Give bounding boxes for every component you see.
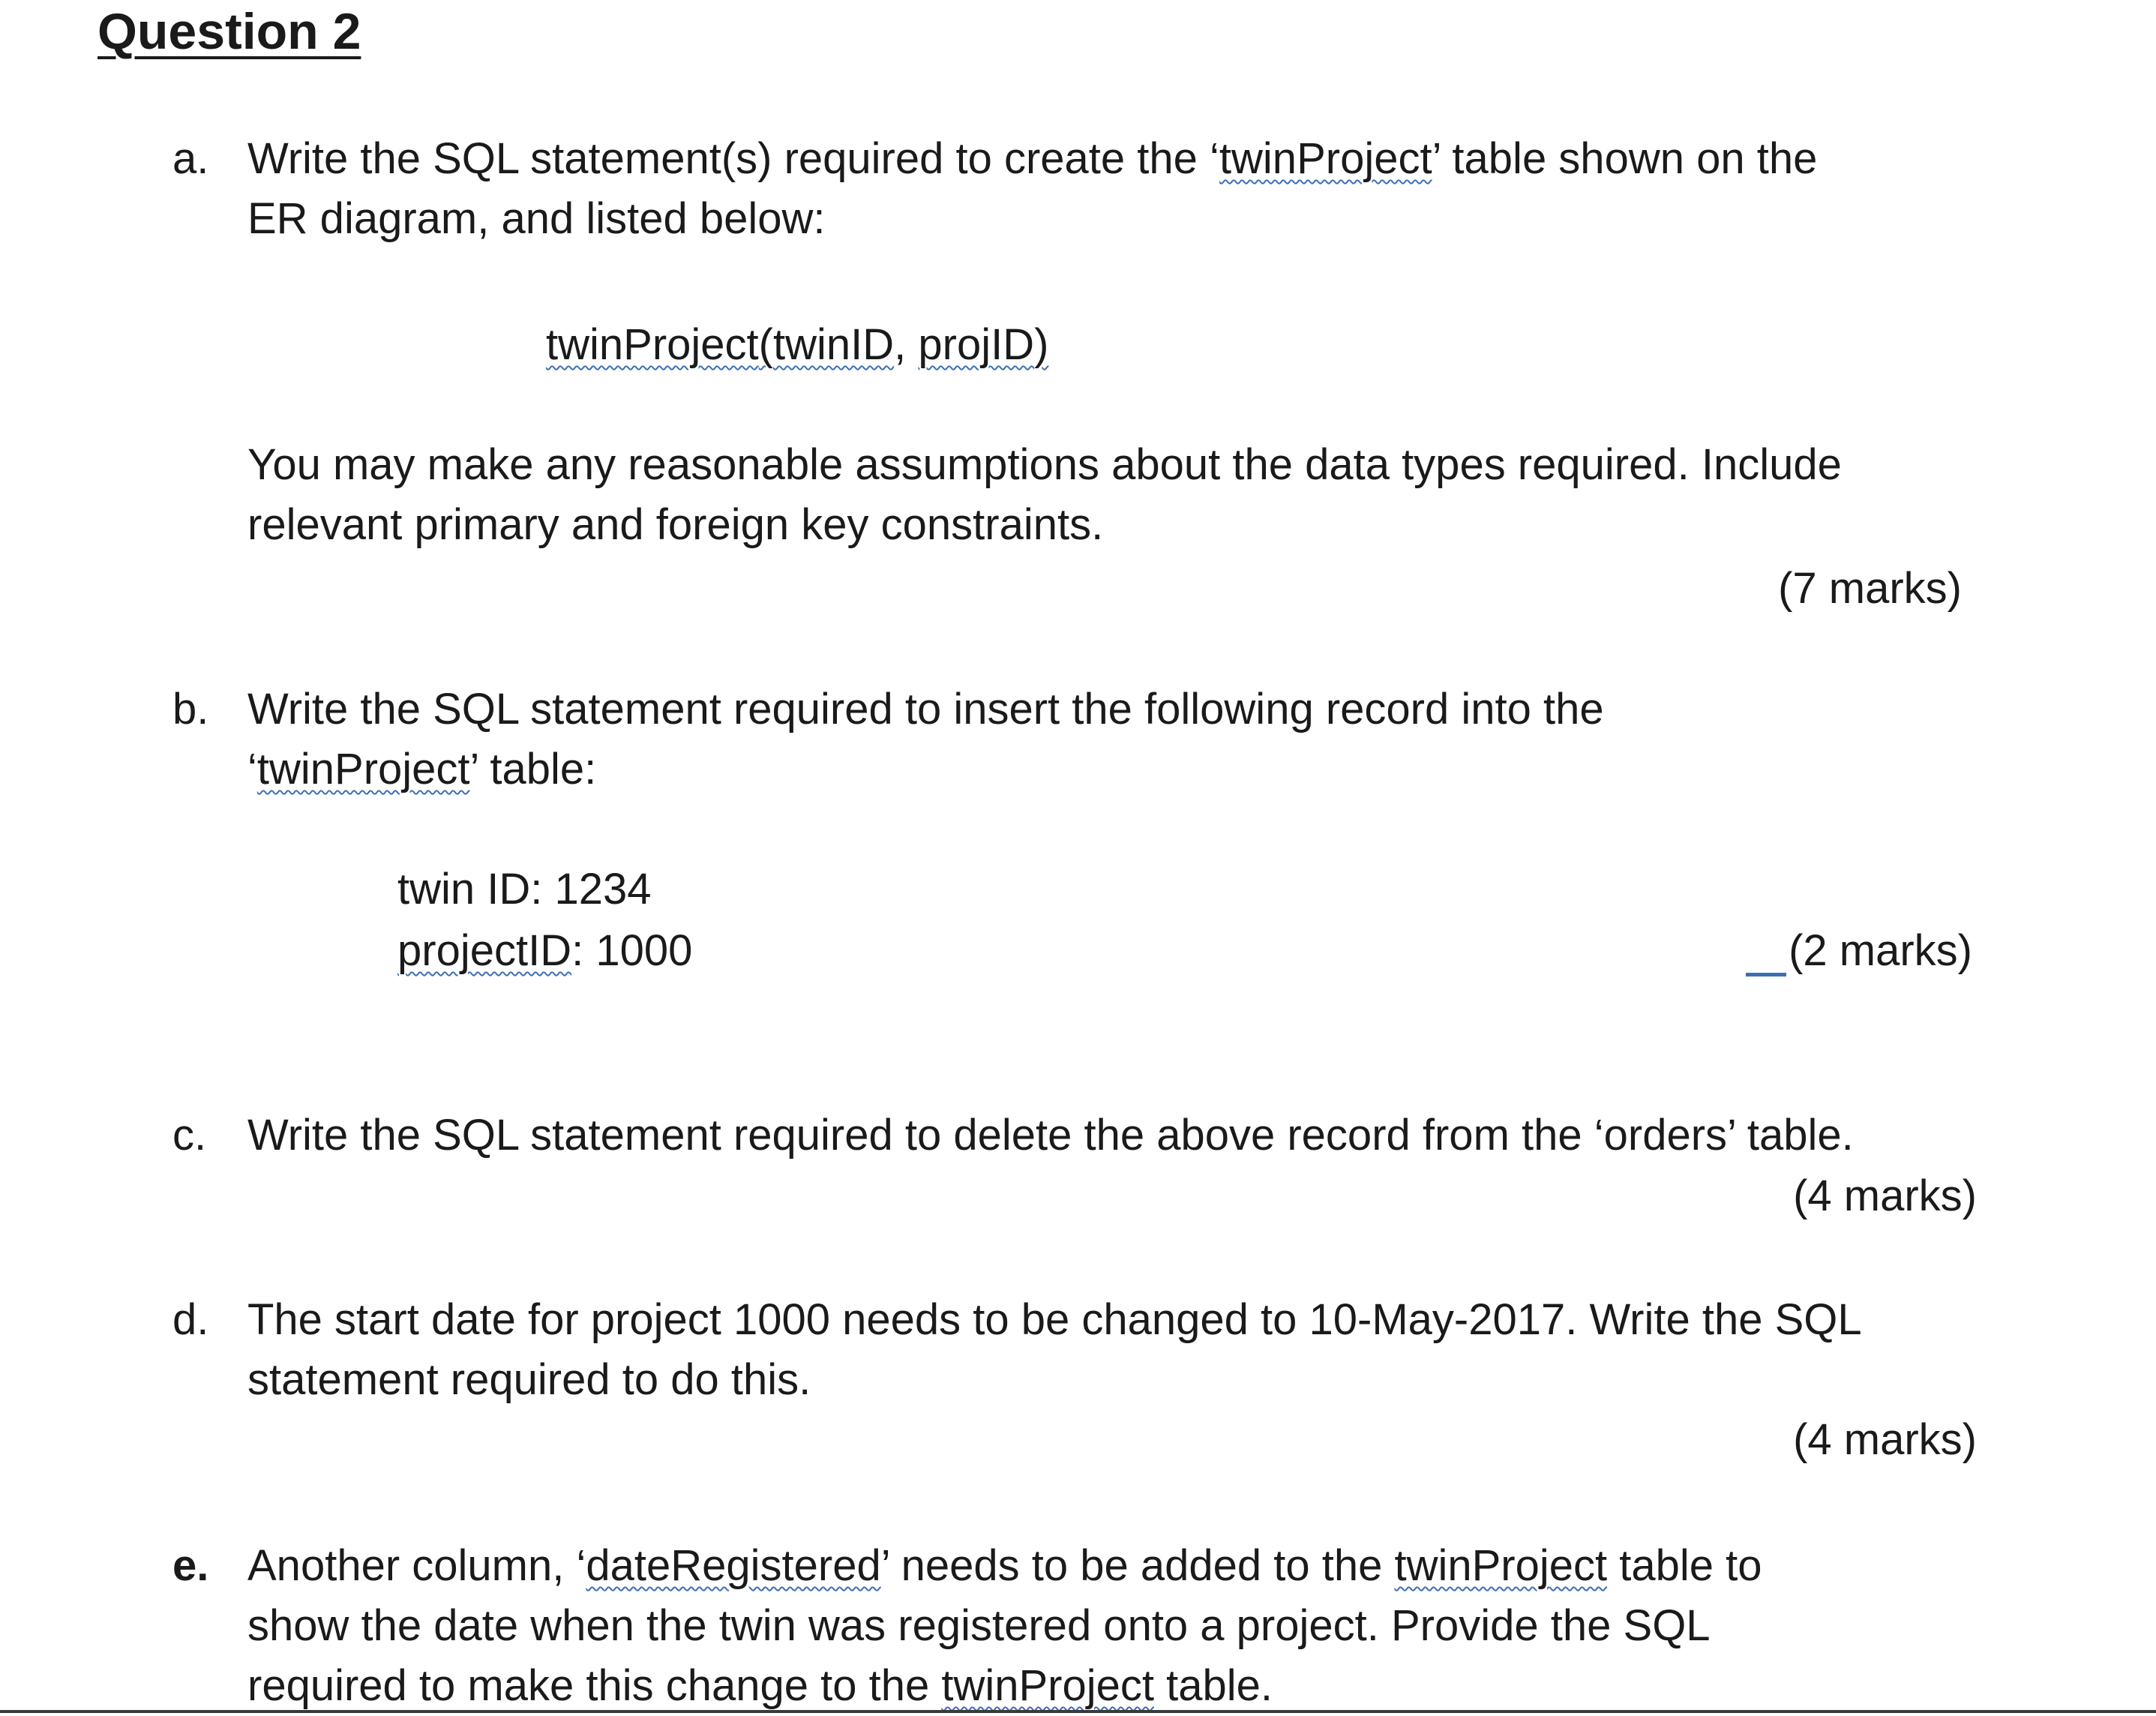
page-bottom-rule <box>0 1710 2156 1713</box>
part-d-line-1: The start date for project 1000 needs to be changed to 10-May-2017. Write the SQL <box>247 1295 1862 1344</box>
part-d-line-2: statement required to do this. <box>247 1355 811 1404</box>
part-e-letter: e. <box>172 1541 209 1590</box>
part-a-marks: (7 marks) <box>1778 564 1962 613</box>
part-b-line-2 <box>247 740 596 800</box>
part-b-marks: (2 marks) <box>1789 926 1972 975</box>
part-b-term-twinproject: twinProject <box>256 745 470 794</box>
schema-definition <box>546 315 1048 375</box>
part-d-marks: (4 marks) <box>1793 1415 1977 1464</box>
part-e-line-3-post: table. <box>1154 1661 1273 1710</box>
part-c-line-1: Write the SQL statement required to delete the above record from the ‘orders’ table. <box>247 1111 1854 1160</box>
record-field-twin-id: twin ID: 1234 <box>397 865 652 914</box>
part-a-letter: a. <box>172 134 209 183</box>
schema-column-projid: projID <box>918 320 1035 369</box>
part-a-note-line-1: You may make any reasonable assumptions about the data types required. Include <box>247 440 1842 489</box>
schema-open-paren: ( <box>758 320 773 369</box>
part-c-marks: (4 marks) <box>1793 1172 1977 1220</box>
part-e-line-1-mid: ’ needs to be added to the <box>880 1541 1395 1590</box>
part-a-line-2: ER diagram, and listed below: <box>247 194 826 243</box>
part-b-line-2-post: ’ table: <box>469 745 597 794</box>
part-e-line-1-pre: Another column, ‘ <box>247 1541 586 1590</box>
schema-close-paren: ) <box>1034 320 1049 369</box>
part-c-letter: c. <box>172 1111 207 1160</box>
part-b-line-2-open: ‘ <box>247 745 257 794</box>
part-a-line-1-post: ’ table shown on the <box>1432 134 1818 183</box>
part-e-term-twinproject: twinProject <box>1394 1541 1608 1590</box>
record-field-project-id-label: projectID <box>397 926 572 975</box>
schema-table-name: twinProject <box>546 320 759 369</box>
part-e-line-3-pre: required to make this change to the <box>247 1661 942 1710</box>
part-e-line-3 <box>247 1656 1273 1716</box>
schema-column-twinid: twinID <box>772 320 895 369</box>
part-a-line-1 <box>247 129 1817 189</box>
part-b-line-1: Write the SQL statement required to insert the following record into the <box>247 685 1604 734</box>
record-field-project-id <box>397 921 692 981</box>
part-a-note-line-2: relevant primary and foreign key constraints. <box>247 500 1104 549</box>
part-e-line-1 <box>247 1536 1762 1596</box>
part-e-line-3-term-twinproject: twinProject <box>941 1661 1154 1710</box>
record-field-project-id-value: : 1000 <box>571 926 693 975</box>
part-e-line-1-post: table to <box>1607 1541 1762 1590</box>
part-e-term-dateregistered: dateRegistered <box>586 1541 881 1590</box>
part-e-line-2: show the date when the twin was registered onto a project. Provide the SQL <box>247 1601 1711 1650</box>
part-a-term-twinproject: twinProject <box>1219 134 1432 183</box>
part-d-letter: d. <box>172 1295 209 1344</box>
part-b-letter: b. <box>172 685 209 734</box>
question-title: Question 2 <box>97 3 361 60</box>
part-a-line-1-pre: Write the SQL statement(s) required to create the ‘ <box>247 134 1219 183</box>
schema-separator: , <box>894 320 919 369</box>
